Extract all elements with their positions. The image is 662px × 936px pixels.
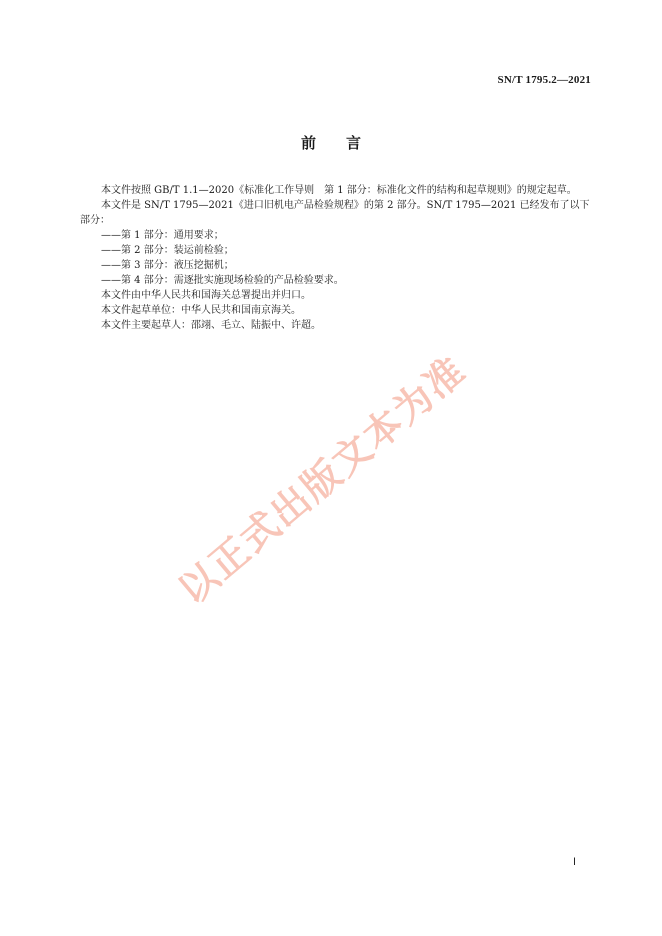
page-title: 前言: [300, 134, 391, 152]
list-item-part-3: ——第 3 部分：液压挖掘机；: [101, 260, 234, 271]
paragraph-drafting-unit: 本文件起草单位：中华人民共和国南京海关。: [101, 305, 301, 316]
paragraph-series-info: 本文件是 SN/T 1795—2021《进口旧机电产品检验规程》的第 2 部分。SN/T 1795—2021 已经发布了以下部分：: [80, 200, 590, 226]
watermark-stamp: 以正式出版文本为准: [170, 347, 475, 613]
page-number: Ⅰ: [573, 857, 576, 868]
standard-code: SN/T 1795.2—2021: [497, 74, 591, 86]
paragraph-drafting-basis: 本文件按照 GB/T 1.1—2020《标准化工作导则 第 1 部分：标准化文件的结构和起草规则》的规定起草。: [101, 185, 577, 196]
foreword-body: [80, 183, 594, 333]
list-item-part-4: ——第 4 部分：需逐批实施现场检验的产品检验要求。: [101, 275, 344, 286]
list-item-part-1: ——第 1 部分：通用要求；: [101, 230, 224, 241]
paragraph-drafters: 本文件主要起草人：邵翊、毛立、陆振中、许超。: [101, 320, 321, 331]
list-item-part-2: ——第 2 部分：装运前检验；: [101, 245, 234, 256]
paragraph-proposer: 本文件由中华人民共和国海关总署提出并归口。: [101, 290, 311, 301]
